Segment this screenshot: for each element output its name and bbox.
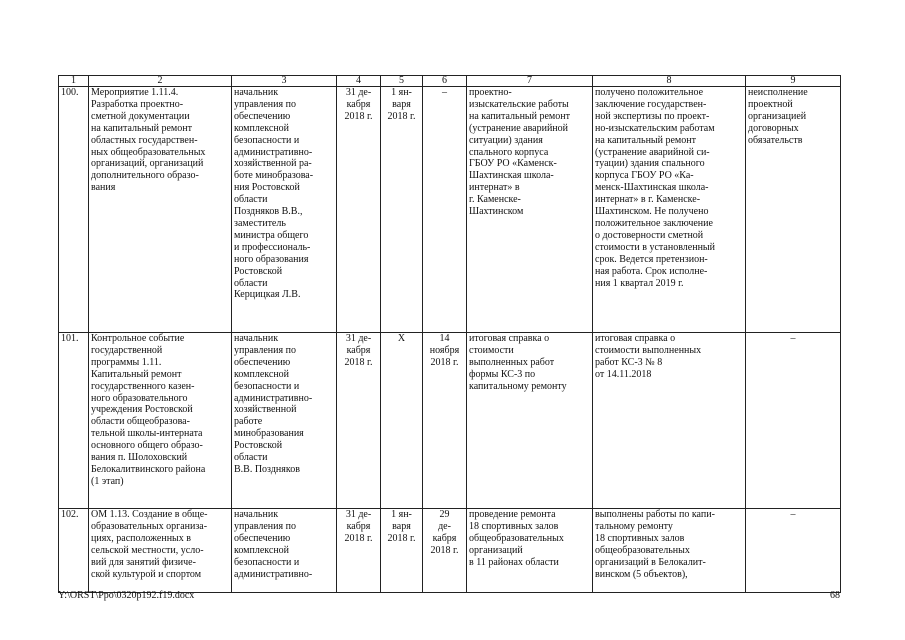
header-cell: 9	[746, 76, 841, 87]
responsible-cell: начальник управления по обеспечению комплексной безопасности и административно- хозяйственной ра- боте минобразова- ния Ростовской области Поздняков В.В., заместитель министра общего и профессиональ- ного образования Ростовской области Керцицкая Л.В.	[232, 87, 337, 333]
row-number: 102.	[59, 509, 89, 593]
header-cell: 2	[89, 76, 232, 87]
actual-result-cell: выполнены работы по капи- тальному ремонту 18 спортивных залов общеобразовательных организаций в Белокалит- винском (5 объектов),	[593, 509, 746, 593]
plan-date-cell: 31 де- кабря 2018 г.	[337, 509, 381, 593]
footer-file-path: Y:\ORST\Ppo\0320p192.f19.docx	[58, 590, 195, 601]
header-row	[59, 76, 841, 87]
expected-result-cell: проектно- изыскательские работы на капитальный ремонт (устранение аварийной ситуации) здания спального корпуса ГБОУ РО «Каменск- Шахтинская школа- интернат» в г. Каменске- Шахтинском	[467, 87, 593, 333]
table-row	[59, 87, 841, 333]
header-cell: 1	[59, 76, 89, 87]
fact-date-cell: 14 ноября 2018 г.	[423, 333, 467, 509]
row-number: 101.	[59, 333, 89, 509]
plan-date-cell: 31 де- кабря 2018 г.	[337, 87, 381, 333]
actual-result-cell: получено положительное заключение государствен- ной экспертизы по проект- но-изыскательским работам на капитальный ремонт (устранение аварийной си- туации) здания спального корпуса ГБОУ РО «Ка- менск-Шахтинская школа- интернат» в г. Каменске- Шахтинском. Не получено положительное заключение о достоверности сметной стоимости в установленный срок. Ведется претензион- ная работа. Срок исполне- ния 1 квартал 2019 г.	[593, 87, 746, 333]
responsible-cell: начальник управления по обеспечению комплексной безопасности и административно- хозяйственной работе минобразования Ростовской области В.В. Поздняков	[232, 333, 337, 509]
header-cell: 6	[423, 76, 467, 87]
header-cell: 3	[232, 76, 337, 87]
reason-cell: –	[746, 333, 841, 509]
header-cell: 5	[381, 76, 423, 87]
row-number: 100.	[59, 87, 89, 333]
event-cell: ОМ 1.13. Создание в обще- образовательных организа- циях, расположенных в сельской местности, усло- вий для занятий физиче- ской культурой и спортом	[89, 509, 232, 593]
fact-date-cell: 29 де- кабря 2018 г.	[423, 509, 467, 593]
start-date-cell: 1 ян- варя 2018 г.	[381, 87, 423, 333]
reason-cell: –	[746, 509, 841, 593]
event-cell: Мероприятие 1.11.4. Разработка проектно- сметной документации на капитальный ремонт областных государствен- ных общеобразовательных организаций, организаций дополнительного образо- вания	[89, 87, 232, 333]
table-row	[59, 509, 841, 593]
start-date-cell: Х	[381, 333, 423, 509]
start-date-cell: 1 ян- варя 2018 г.	[381, 509, 423, 593]
responsible-cell: начальник управления по обеспечению комплексной безопасности и административно-	[232, 509, 337, 593]
header-cell: 7	[467, 76, 593, 87]
expected-result-cell: проведение ремонта 18 спортивных залов общеобразовательных организаций в 11 районах области	[467, 509, 593, 593]
header-cell: 4	[337, 76, 381, 87]
header-cell: 8	[593, 76, 746, 87]
event-cell: Контрольное событие государственной программы 1.11. Капитальный ремонт государственного казен- ного образовательного учреждения Ростовской области общеобразова- тельной школы-интерната основного общего образо- вания п. Шолоховский Белокалитвинского района (1 этап)	[89, 333, 232, 509]
actual-result-cell: итоговая справка о стоимости выполненных работ КС-3 № 8 от 14.11.2018	[593, 333, 746, 509]
reason-cell: неисполнение проектной организацией договорных обязательств	[746, 87, 841, 333]
expected-result-cell: итоговая справка о стоимости выполненных работ формы КС-3 по капитальному ремонту	[467, 333, 593, 509]
table-row	[59, 333, 841, 509]
plan-date-cell: 31 де- кабря 2018 г.	[337, 333, 381, 509]
footer-page-number: 68	[830, 590, 840, 601]
fact-date-cell: –	[423, 87, 467, 333]
report-table	[58, 75, 841, 593]
